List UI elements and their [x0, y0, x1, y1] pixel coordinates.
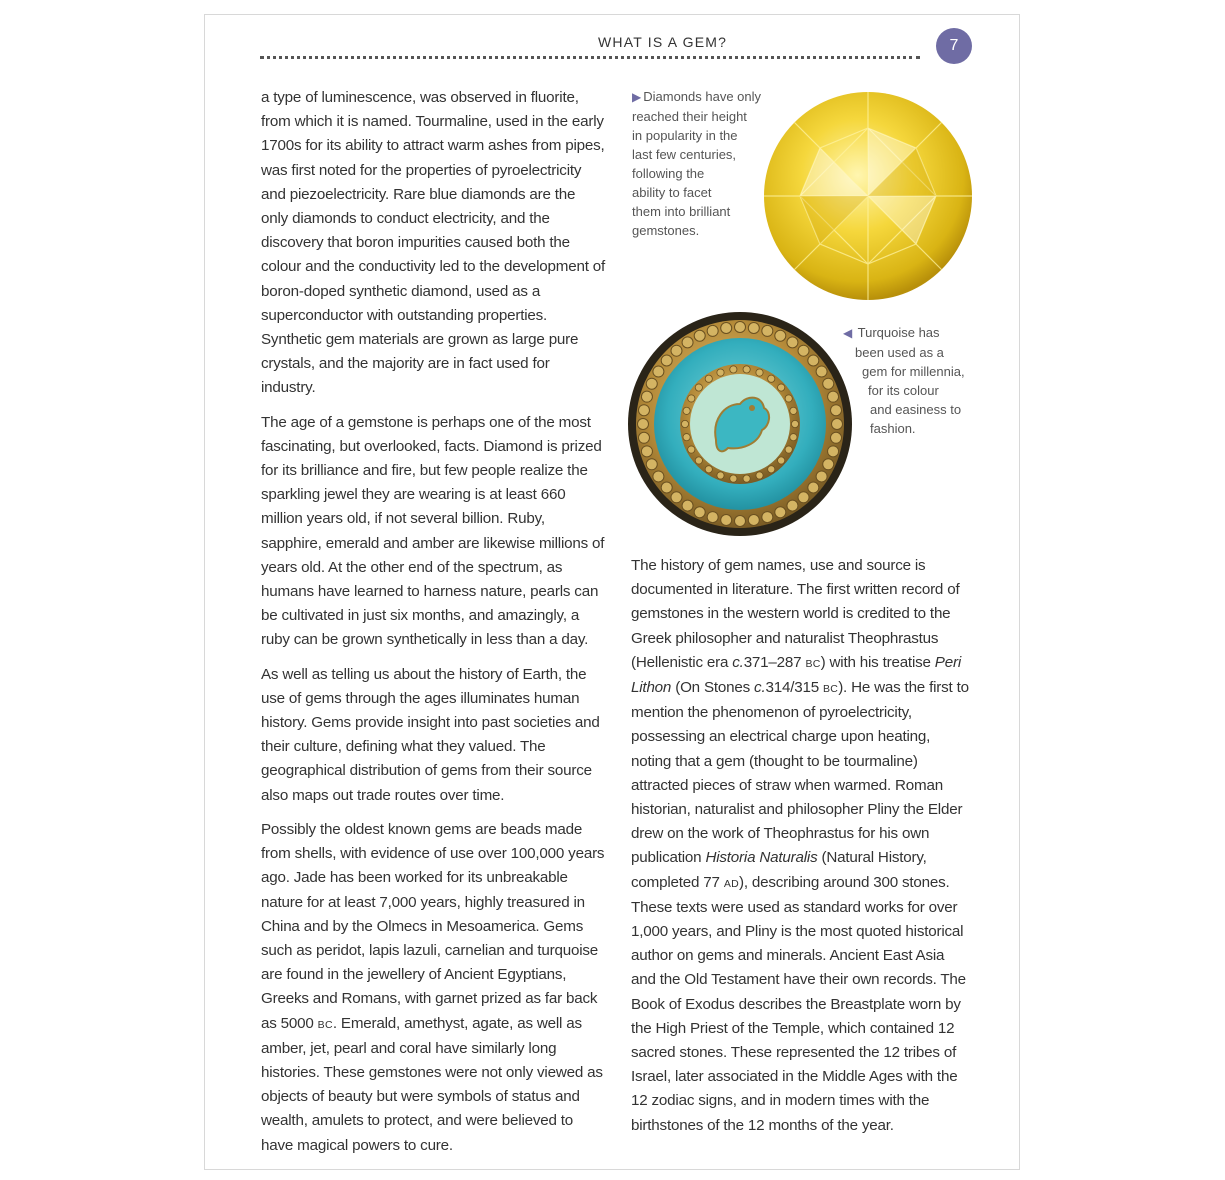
gold-bead	[808, 355, 819, 366]
gold-bead	[705, 375, 712, 382]
gold-bead	[705, 466, 712, 473]
gold-bead	[790, 434, 797, 441]
caption-line: fashion.	[870, 421, 916, 436]
yellow-diamond-image	[760, 88, 976, 304]
caption-line: and easiness to	[870, 402, 962, 417]
right-text-column	[631, 554, 973, 1148]
page-number-badge: 7	[936, 28, 972, 64]
caption-arrow-right-icon: ▶	[632, 90, 642, 104]
gold-bead	[682, 337, 693, 348]
paragraph: The history of gem names, use and source is documented in literature. The first written record of gemstones in the western world is credited to the Greek philosopher and naturalist Theophrastus (Hellenistic era c.371–287 BC) with his treatise Peri Lithon (On Stones c.314/315 BC). He was the first to mention the phenomenon of pyroelectricity, possessing an electrical charge upon heating, noting that a gem (thought to be tourmaline) attracted pieces of straw when warmed. Roman historian, naturalist and philosopher Pliny the Elder drew on the work of Theophrastus for his own publication Historia Naturalis (Natural History, completed 77 AD), describing around 300 stones. These texts were used as standard works for over 1,000 years, and Pliny is the most quoted historical author on gems and minerals. Ancient East Asia and the Old Testament have their own records. The Book of Exodus describes the Breastplate worn by the High Priest of the Temple, which contained 12 sacred stones. These represented the 12 tribes of Israel, later associated in the Middle Ages with the 12 zodiac signs, and in modern times with the birthstones of the 12 months of the year.	[631, 557, 969, 1134]
gold-bead	[756, 369, 763, 376]
caption-line: them into brilliant	[632, 204, 731, 219]
gold-bead	[828, 446, 839, 457]
gold-bead	[778, 457, 785, 464]
gold-bead	[730, 366, 737, 373]
gold-bead	[823, 378, 834, 389]
gold-bead	[816, 471, 827, 482]
running-head: WHAT IS A GEM?	[598, 34, 728, 50]
gold-bead	[671, 492, 682, 503]
gold-bead	[694, 330, 705, 341]
gold-bead	[638, 432, 649, 443]
gold-bead	[748, 322, 759, 333]
gold-bead	[768, 466, 775, 473]
left-text-column	[261, 86, 605, 1168]
gold-bead	[787, 500, 798, 511]
gold-bead	[743, 366, 750, 373]
gold-bead	[707, 325, 718, 336]
caption-line: last few centuries,	[632, 147, 737, 162]
gold-bead	[748, 515, 759, 526]
caption-line: following the	[632, 166, 705, 181]
caption-line: gem for millennia,	[862, 364, 965, 379]
gold-bead	[775, 507, 786, 518]
caption-line: Diamonds have only	[643, 89, 762, 104]
caption-line: for its colour	[868, 383, 939, 398]
gold-bead	[823, 459, 834, 470]
caption-line: in popularity in the	[632, 128, 738, 143]
caption-line: gemstones.	[632, 223, 700, 238]
paragraph: Possibly the oldest known gems are beads made from shells, with evidence of use over 100,000 years ago. Jade has been worked for its unbreakable nature for at least 7,000 years, highly treasured in China and by the Olmecs in Mesoamerica. Gems such as peridot, lapis lazuli, carnelian and turquoise are found in the jewellery of Ancient Egyptians, Greeks and Romans, with garnet prized as far back as 5000 BC. Emerald, amethyst, agate, as well as amber, jet, pearl and coral have similarly long histories. These gemstones were not only viewed as objects of beauty but were symbols of status and wealth, amulets to protect, and were believed to have magical powers to cure.	[261, 820, 605, 1154]
paragraph: a type of luminescence, was observed in fluorite, from which it is named. Tourmaline, used in the early 1700s for its ability to attract warm ashes from pipes, was first noted for the properties of pyroelectricity and piezoelectricity. Rare blue diamonds are the only diamonds to conduct electricity, and the discovery that boron impurities caused both the colour and the conductivity led to the development of boron-doped synthetic diamond, used as a superconductor with outstanding properties. Synthetic gem materials are grown as large pure crystals, and the majority are in fact used for industry.	[261, 89, 606, 397]
caption-arrow-left-icon: ◀	[843, 326, 853, 340]
gold-bead	[721, 322, 732, 333]
gold-bead	[785, 395, 792, 402]
turquoise-caption	[843, 323, 983, 438]
dotted-rule	[260, 56, 920, 59]
turquoise-ornament-image	[624, 308, 856, 540]
gold-bead	[695, 457, 702, 464]
gold-bead	[816, 366, 827, 377]
gold-bead	[694, 507, 705, 518]
gold-bead	[743, 475, 750, 482]
gold-bead	[790, 407, 797, 414]
gold-bead	[638, 405, 649, 416]
gold-bead	[683, 407, 690, 414]
gold-bead	[653, 471, 664, 482]
gold-bead	[682, 500, 693, 511]
gold-bead	[831, 432, 842, 443]
gold-bead	[717, 369, 724, 376]
gold-bead	[688, 446, 695, 453]
gold-bead	[756, 472, 763, 479]
gold-bead	[641, 391, 652, 402]
gold-bead	[778, 384, 785, 391]
caption-line: Turquoise has	[857, 325, 940, 340]
gold-bead	[683, 434, 690, 441]
gold-bead	[762, 325, 773, 336]
gold-bead	[775, 330, 786, 341]
caption-line: reached their height	[632, 109, 747, 124]
gold-bead	[717, 472, 724, 479]
gold-bead	[681, 420, 688, 427]
gold-bead	[735, 322, 746, 333]
gold-bead	[831, 405, 842, 416]
gold-bead	[828, 391, 839, 402]
paragraph: As well as telling us about the history of Earth, the use of gems through the ages illuminates human history. Gems provide insight into past societies and their culture, defining what they valued. The geographical distribution of gems from their source also maps out trade routes over time.	[261, 665, 600, 804]
gold-bead	[688, 395, 695, 402]
gold-bead	[646, 378, 657, 389]
gold-bead	[762, 512, 773, 523]
gold-bead	[808, 482, 819, 493]
gold-bead	[671, 345, 682, 356]
gold-bead	[730, 475, 737, 482]
gold-bead	[653, 366, 664, 377]
gold-bead	[661, 482, 672, 493]
gold-bead	[832, 419, 843, 430]
gold-bead	[787, 337, 798, 348]
gold-bead	[798, 345, 809, 356]
gold-bead	[735, 516, 746, 527]
caption-line: ability to facet	[632, 185, 712, 200]
gold-bead	[641, 446, 652, 457]
gold-bead	[646, 459, 657, 470]
gold-bead	[768, 375, 775, 382]
diamond-caption	[632, 87, 782, 240]
caption-line: been used as a	[855, 345, 944, 360]
gold-bead	[785, 446, 792, 453]
gold-bead	[695, 384, 702, 391]
gold-bead	[661, 355, 672, 366]
gold-bead	[791, 420, 798, 427]
paragraph: The age of a gemstone is perhaps one of the most fascinating, but overlooked, facts. Diamond is prized for its brilliance and fire, but few people realize the sparkling jewel they are wearing is at least 660 million years old, if not several billion. Ruby, sapphire, emerald and amber are likewise millions of years old. At the other end of the spectrum, as humans have learned to harness nature, pearls can be cultivated in just six months, and amazingly, a ruby can be grown synthetically in less than a day.	[261, 413, 605, 649]
gold-bead	[707, 512, 718, 523]
gold-bead	[638, 419, 649, 430]
gold-bead	[798, 492, 809, 503]
gold-bead	[721, 515, 732, 526]
